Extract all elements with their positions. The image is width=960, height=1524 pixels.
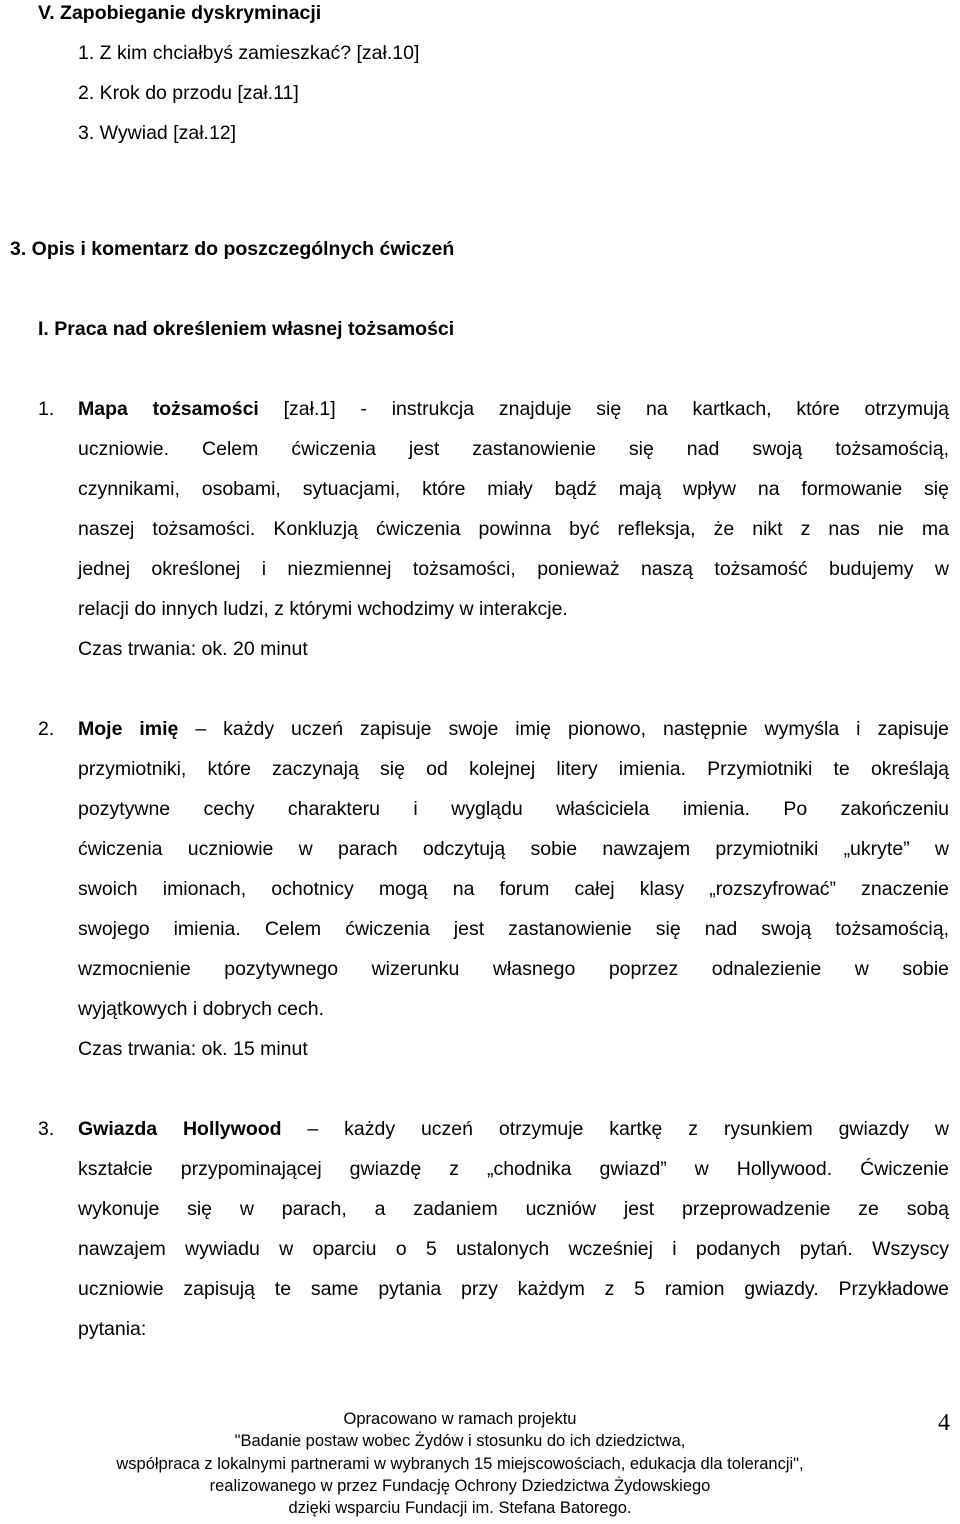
section-v-heading: V. Zapobieganie dyskryminacji [38,2,322,24]
list-item: 3. Wywiad [zał.12] [78,122,237,144]
exercise-3-line: uczniowie zapisują te same pytania przy każdym z 5 ramion gwiazdy. Przykładowe [78,1278,949,1300]
exercise-3-title: Gwiazda Hollywood [78,1118,282,1140]
exercise-2-line: pozytywne cechy charakteru i wyglądu właściciela imienia. Po zakończeniu [78,798,949,820]
exercise-1-first-line-text: [zał.1] - instrukcja znajduje się na kartkach, które otrzymują [283,398,950,420]
exercise-2-line: wzmocnienie pozytywnego wizerunku własnego poprzez odnalezienie w sobie [78,958,949,980]
exercise-2-duration: Czas trwania: ok. 15 minut [78,1038,308,1060]
exercise-1-first-line [78,398,949,421]
exercise-2-first-line [78,718,949,741]
exercise-1-line: jednej określonej i niezmiennej tożsamości, ponieważ naszą tożsamość budujemy w [78,558,949,580]
exercise-1-duration: Czas trwania: ok. 20 minut [78,638,308,660]
list-item: 2. Krok do przodu [zał.11] [78,82,299,104]
exercise-2-line: wyjątkowych i dobrych cech. [78,998,325,1020]
exercise-3-first-line [78,1118,949,1141]
exercise-3-line: wykonuje się w parach, a zadaniem uczniów jest przeprowadzenie ze sobą [78,1198,949,1220]
exercise-2-line: swoich imionach, ochotnicy mogą na forum całej klasy „rozszyfrować” znaczenie [78,878,949,900]
list-item: 1. Z kim chciałbyś zamieszkać? [zał.10] [78,42,420,64]
footer-line: "Badanie postaw wobec Żydów i stosunku do ich dziedzictwa, [234,1432,686,1450]
exercise-3-line: kształcie przypominającej gwiazdę z „chodnika gwiazd” w Hollywood. Ćwiczenie [78,1158,949,1180]
exercise-1-title: Mapa tożsamości [78,398,259,420]
exercise-3-line: pytania: [78,1318,147,1340]
exercise-2-line: przymiotniki, które zaczynają się od kolejnej litery imienia. Przymiotniki te określają [78,758,949,780]
footer-line: dzięki wsparciu Fundacji im. Stefana Batorego. [288,1499,632,1517]
footer-line: współpraca z lokalnymi partnerami w wybranych 15 miejscowościach, edukacja dla tolerancji", [116,1455,804,1473]
section-i-heading: I. Praca nad określeniem własnej tożsamości [38,318,455,340]
exercise-1-line: relacji do innych ludzi, z którymi wchodzimy w interakcje. [78,598,568,620]
exercise-3-first-line-text: – każdy uczeń otrzymuje kartkę z rysunkiem gwiazdy w [281,1118,949,1140]
exercise-2-number: 2. [38,718,55,740]
exercise-3-number: 3. [38,1118,55,1140]
exercise-2-first-line-text: – każdy uczeń zapisuje swoje imię pionowo, następnie wymyśla i zapisuje [178,718,950,740]
exercise-2-line: swojego imienia. Celem ćwiczenia jest zastanowienie się nad swoją tożsamością, [78,918,949,940]
footer-line: Opracowano w ramach projektu [343,1410,577,1428]
exercise-1-line: naszej tożsamości. Konkluzją ćwiczenia powinna być refleksja, że nikt z nas nie ma [78,518,949,540]
page-number: 4 [938,1410,950,1436]
exercise-1-number: 1. [38,398,55,420]
footer-line: realizowanego w przez Fundację Ochrony Dziedzictwa Żydowskiego [209,1477,711,1495]
exercise-1-line: uczniowie. Celem ćwiczenia jest zastanowienie się nad swoją tożsamością, [78,438,949,460]
exercise-2-title: Moje imię [78,718,179,740]
exercise-2-line: ćwiczenia uczniowie w parach odczytują sobie nawzajem przymiotniki „ukryte” w [78,838,949,860]
exercise-1-line: czynnikami, osobami, sytuacjami, które miały bądź mają wpływ na formowanie się [78,478,949,500]
exercise-3-line: nawzajem wywiadu w oparciu o 5 ustalonych wcześniej i podanych pytań. Wszyscy [78,1238,949,1260]
section-3-heading: 3. Opis i komentarz do poszczególnych ćwiczeń [10,238,455,260]
